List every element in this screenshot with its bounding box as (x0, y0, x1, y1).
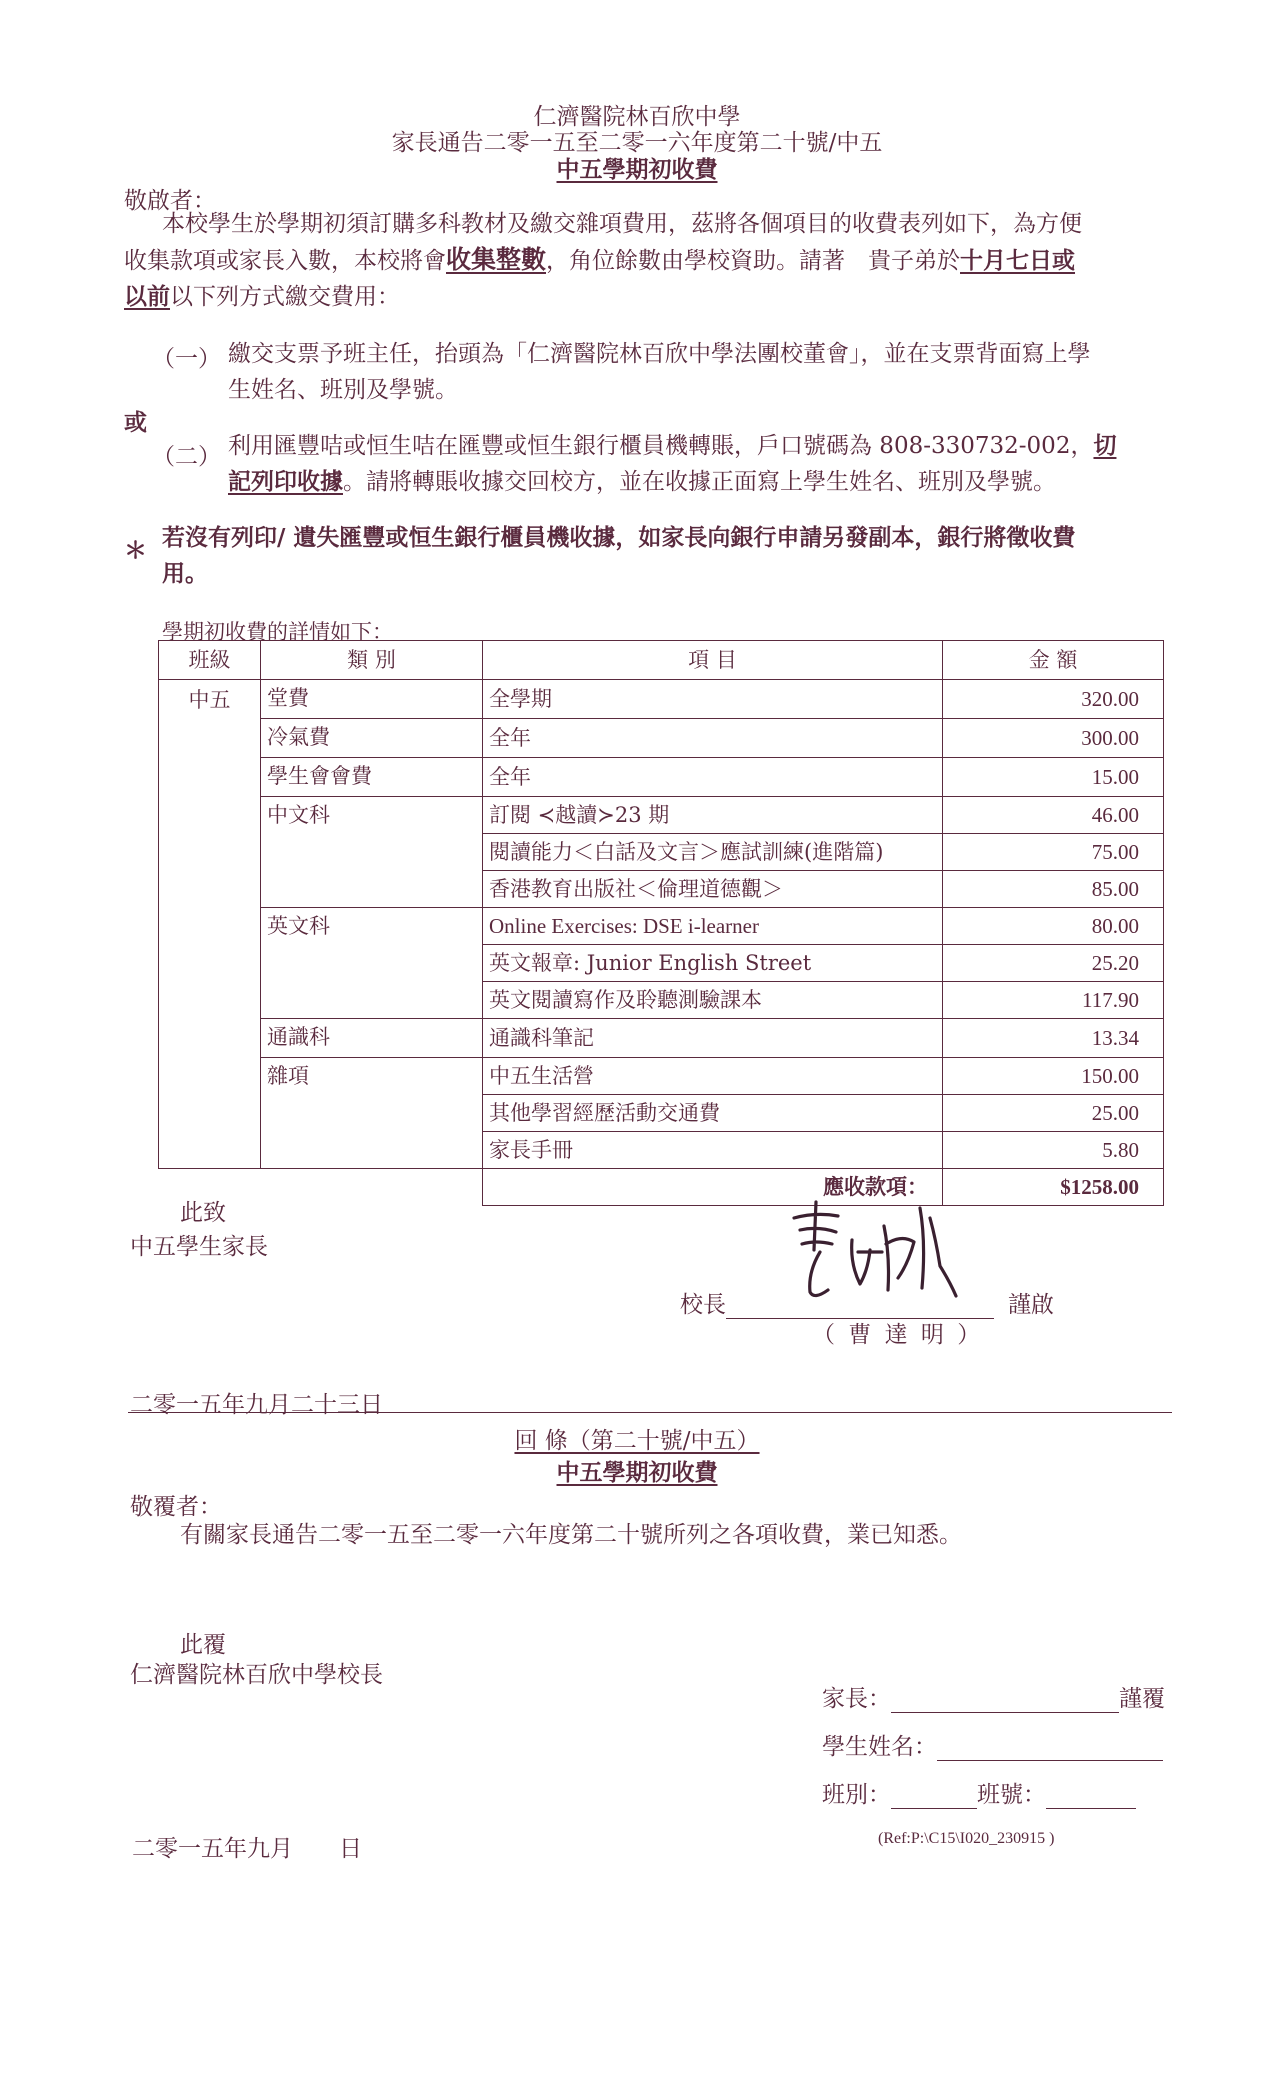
deadline-emphasis-a: 十月七日或 (960, 247, 1076, 274)
number-field[interactable] (1046, 1782, 1136, 1809)
amount-cell: 80.00 (943, 908, 1164, 945)
intro-paragraph (124, 206, 1174, 315)
intro-line-1: 本校學生於學期初須訂購多科教材及繳交雜項費用，茲將各個項目的收費表列如下，為方便 (162, 211, 1082, 237)
amount-cell: 25.00 (943, 1095, 1164, 1132)
table-row (159, 1019, 1164, 1058)
print-receipt-emphasis-a: 切 (1093, 432, 1117, 459)
item-cell: 全年 (483, 719, 943, 758)
item-cell: 通識科筆記 (483, 1019, 943, 1058)
note-line-2: 用。 (162, 560, 208, 587)
intro-line-3b: 以下列方式繳交費用： (170, 284, 400, 310)
option-1-text (228, 336, 1091, 408)
item-cell: 全學期 (483, 680, 943, 719)
reply-subject: 中五學期初收費 (556, 1459, 718, 1486)
amount-cell: 5.80 (943, 1132, 1164, 1169)
item-cell: 中五生活營 (483, 1058, 943, 1095)
empty-cell (261, 1169, 483, 1206)
table-row (159, 797, 1164, 834)
option-2-text (228, 428, 1116, 500)
deadline-emphasis-b: 以前 (124, 283, 170, 310)
salutation: 敬啟者： (124, 188, 216, 214)
reply-salutation: 敬覆者： (130, 1494, 222, 1520)
parent-end-text: 謹覆 (1119, 1686, 1165, 1712)
parent-signature-field[interactable] (891, 1686, 1119, 1713)
reply-recipient: 仁濟醫院林百欣中學校長 (130, 1662, 383, 1688)
number-label: 班號： (977, 1782, 1046, 1808)
intro-line-2 (124, 242, 1174, 279)
reply-title-wrap (0, 1422, 1274, 1455)
item-cell: 英文閱讀寫作及聆聽測驗課本 (483, 982, 943, 1019)
option-1-line-2: 生姓名、班別及學號。 (228, 377, 458, 403)
amount-cell: 13.34 (943, 1019, 1164, 1058)
item-cell: 訂閱 ≺越讀≻23 期 (483, 797, 943, 834)
student-name-label: 學生姓名： (822, 1734, 937, 1760)
notice-subject: 中五學期初收費 (556, 156, 718, 183)
reference-code: (Ref:P:\C15\I020_230915 ) (878, 1830, 1055, 1847)
table-header-row (159, 641, 1164, 680)
notice-date: 二零一五年九月二十三日 (130, 1392, 383, 1418)
amount-cell: 15.00 (943, 758, 1164, 797)
option-2-line-2 (228, 464, 1116, 500)
table-caption: 學期初收費的詳情如下： (162, 620, 393, 644)
reply-body: 有關家長通告二零一五至二零一六年度第二十號所列之各項收費，業已知悉。 (180, 1522, 962, 1548)
note-line-1: 若沒有列印/ 遺失匯豐或恒生銀行櫃員機收據，如家長向銀行申請另發副本，銀行將徵收費 (162, 524, 1076, 551)
or-text: 或 (124, 409, 147, 436)
item-cell: 閱讀能力＜白話及文言＞應試訓練(進階篇) (483, 834, 943, 871)
amount-cell: 117.90 (943, 982, 1164, 1019)
principal-signature (780, 1196, 970, 1308)
reply-title: 回 條（第二十號/中五） (514, 1428, 760, 1454)
principal-name: （ 曹 達 明 ） (812, 1322, 984, 1348)
item-cell: 其他學習經歷活動交通費 (483, 1095, 943, 1132)
class-cell: 中五 (159, 680, 261, 1169)
category-cell: 冷氣費 (261, 719, 483, 758)
ci-zhi: 此致 (180, 1200, 226, 1226)
option-1-number: （一） (152, 346, 221, 372)
fee-table (158, 640, 1164, 1206)
table-row (159, 680, 1164, 719)
class-field[interactable] (891, 1782, 977, 1809)
amount-cell: 320.00 (943, 680, 1164, 719)
table-row (159, 719, 1164, 758)
notice-number: 家長通告二零一五至二零一六年度第二十號/中五 (391, 130, 883, 156)
item-cell: 香港教育出版社＜倫理道德觀＞ (483, 871, 943, 908)
total-value: $1258.00 (943, 1169, 1164, 1206)
category-cell: 雜項 (261, 1058, 483, 1169)
closing-recipient: 中五學生家長 (130, 1234, 268, 1260)
item-cell: Online Exercises: DSE i-learner (483, 908, 943, 945)
category-cell: 中文科 (261, 797, 483, 908)
student-name-field[interactable] (937, 1734, 1163, 1761)
header-item: 項 目 (483, 641, 943, 680)
whole-amount-emphasis: 收集整數 (446, 245, 547, 274)
option-1-line-1: 繳交支票予班主任，抬頭為「仁濟醫院林百欣中學法團校董會」，並在支票背面寫上學 (228, 341, 1091, 367)
header-category: 類 別 (261, 641, 483, 680)
item-cell: 英文報章: Junior English Street (483, 945, 943, 982)
option-2-line-1 (228, 428, 1116, 464)
header-amount: 金 額 (943, 641, 1164, 680)
option-2-number: （二） (152, 444, 221, 470)
amount-cell: 300.00 (943, 719, 1164, 758)
option-2-line-1a: 利用匯豐咭或恒生咭在匯豐或恒生銀行櫃員機轉賬，戶口號碼為 808-330732-002， (228, 433, 1094, 459)
parent-sign-row (822, 1680, 1165, 1713)
reply-subject-wrap (0, 1454, 1274, 1487)
note-star: ＊ (124, 537, 147, 564)
notice-subject-wrap (0, 151, 1274, 184)
category-cell: 學生會會費 (261, 758, 483, 797)
total-label: 應收款項： (483, 1169, 943, 1206)
intro-line-2c: ，角位餘數由學校資助。請著 貴子弟於 (546, 248, 961, 274)
class-number-row (822, 1776, 1136, 1809)
option-2-line-2b: 。請將轉賬收據交回校方，並在收據正面寫上學生姓名、班別及學號。 (343, 469, 1056, 495)
amount-cell: 25.20 (943, 945, 1164, 982)
category-cell: 堂費 (261, 680, 483, 719)
student-name-row (822, 1728, 1163, 1761)
header-class: 班級 (159, 641, 261, 680)
table-row (159, 758, 1164, 797)
divider-line (128, 1412, 1172, 1413)
amount-cell: 46.00 (943, 797, 1164, 834)
table-row (159, 1058, 1164, 1095)
class-label: 班別： (822, 1782, 891, 1808)
total-row (159, 1169, 1164, 1206)
category-cell: 英文科 (261, 908, 483, 1019)
school-name: 仁濟醫院林百欣中學 (533, 104, 741, 130)
principal-label: 校長 (680, 1292, 726, 1318)
item-cell: 家長手冊 (483, 1132, 943, 1169)
intro-line-2a: 收集款項或家長入數，本校將會 (124, 248, 446, 274)
intro-line-3 (124, 279, 1174, 315)
print-receipt-emphasis-b: 記列印收據 (228, 468, 343, 495)
category-cell: 通識科 (261, 1019, 483, 1058)
amount-cell: 75.00 (943, 834, 1164, 871)
note-text (162, 520, 1075, 592)
parent-label: 家長： (822, 1686, 891, 1712)
table-row (159, 908, 1164, 945)
item-cell: 全年 (483, 758, 943, 797)
amount-cell: 85.00 (943, 871, 1164, 908)
respect-text: 謹啟 (1008, 1292, 1054, 1318)
reply-ci-fu: 此覆 (180, 1632, 226, 1658)
reply-date: 二零一五年九月 日 (132, 1836, 362, 1862)
amount-cell: 150.00 (943, 1058, 1164, 1095)
